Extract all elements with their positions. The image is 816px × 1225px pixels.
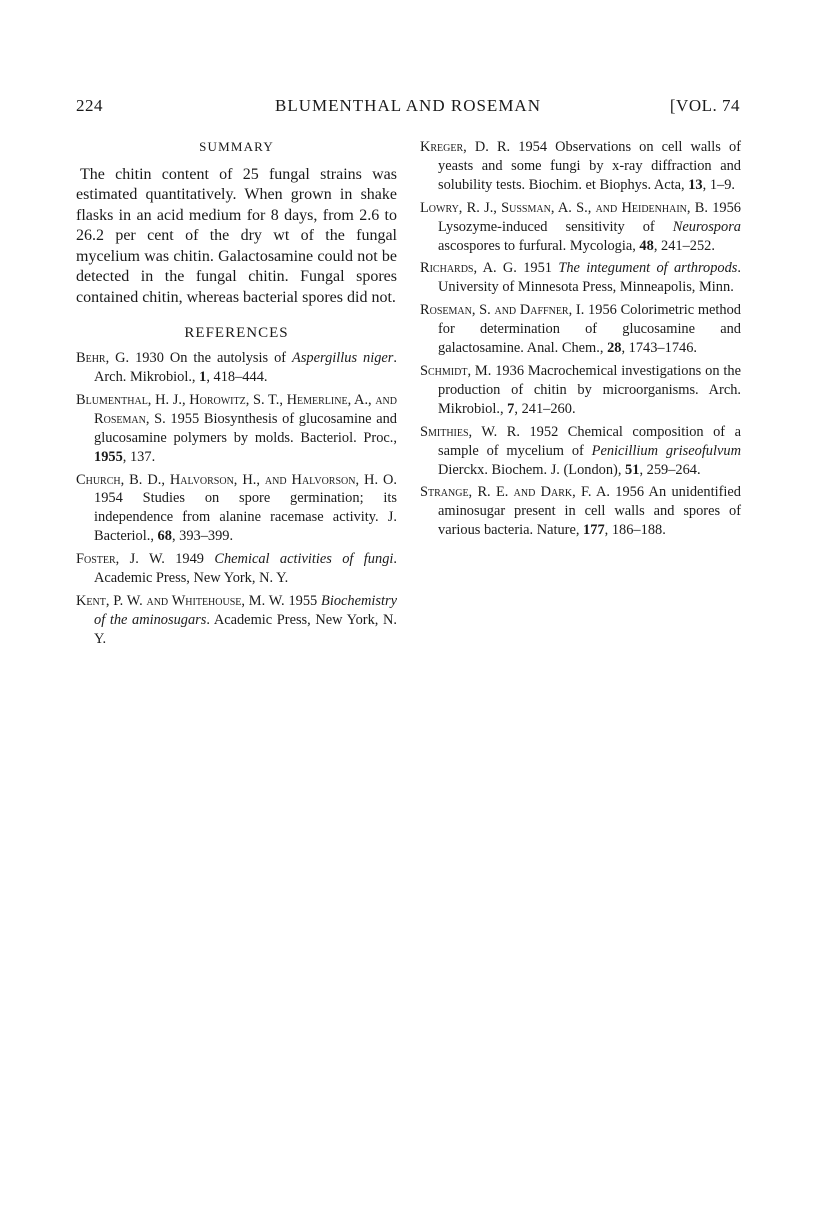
reference-italic-title: Chemical activities of fungi: [214, 551, 394, 568]
reference-text: 1951: [516, 260, 559, 277]
reference-text-post: . Academic Press, New York, N. Y.: [94, 611, 397, 647]
reference-entry: [420, 138, 741, 195]
page-header: [76, 96, 740, 120]
summary-heading: SUMMARY: [199, 139, 274, 154]
reference-volume: 48: [639, 237, 654, 254]
reference-entry: [76, 471, 397, 547]
left-column: [76, 138, 397, 653]
reference-entry: [76, 592, 397, 649]
reference-authors: Church, B. D., Halvorson, H., and Halvorson, H. O.: [76, 471, 397, 488]
reference-authors: Blumenthal, H. J., Horowitz, S. T., Hemerline, A., and Roseman, S.: [76, 391, 397, 427]
reference-list-right: [420, 138, 741, 540]
reference-italic-title: Biochemistry of the aminosugars: [94, 592, 397, 628]
reference-pages: , 241–252.: [653, 237, 715, 254]
reference-pages: , 418–444.: [206, 369, 268, 385]
reference-entry: [420, 199, 741, 256]
reference-text: 1955: [284, 592, 322, 609]
reference-volume: 177: [583, 522, 605, 539]
reference-text: 1956 An unidentified aminosugar present in cell walls and spores of various bacteria. Nature,: [438, 484, 741, 539]
reference-authors: Foster, J. W.: [76, 551, 165, 568]
reference-list-left: [76, 349, 397, 649]
reference-text: 1955 Biosynthesis of glucosamine and glucosamine polymers by molds. Bacteriol. Proc.,: [94, 410, 397, 446]
reference-authors: Richards, A. G.: [420, 260, 517, 277]
reference-pages: , 186–188.: [604, 522, 666, 539]
reference-text: 1949: [164, 551, 215, 568]
reference-authors: Kent, P. W. and Whitehouse, M. W.: [76, 592, 285, 609]
reference-text: 1930 On the autolysis of: [129, 350, 293, 367]
reference-entry: [420, 301, 741, 358]
right-column: [420, 138, 741, 544]
reference-italic-title: Penicillium griseofulvum: [591, 442, 741, 459]
reference-italic-title: The integument of arthropods: [558, 260, 738, 277]
reference-authors: Roseman, S. and Daffner, I.: [420, 302, 585, 319]
reference-pages: , 137.: [122, 448, 156, 465]
reference-authors: Lowry, R. J., Sussman, A. S., and Heidenhain, B.: [420, 199, 708, 216]
reference-text-post: ascospores to furfural. Mycologia,: [438, 237, 640, 254]
reference-entry: [420, 483, 741, 540]
reference-text: 1954 Observations on cell walls of yeasts and some fungi by x-ray diffraction and solubility tests. Biochim. et Biophys. Acta,: [438, 139, 741, 193]
reference-text-post: . University of Minnesota Press, Minneapolis, Minn.: [438, 260, 742, 296]
reference-pages: , 1–9.: [702, 176, 736, 193]
reference-text: 1952 Chemical composition of a sample of mycelium of: [438, 423, 741, 459]
volume-label: [VOL. 74: [669, 96, 740, 115]
reference-text-post: . Academic Press, New York, N. Y.: [94, 551, 397, 587]
summary-text: The chitin content of 25 fungal strains was estimated quantitatively. When grown in shake flasks in an acid medium for 8 days, from 2.6 to 26.2 per cent of the dry wt of the fungal mycelium was chitin. Galactosamine could not be detected in the fungal chitin. Fungal spores contained chitin, whereas bacterial spores did not.: [76, 165, 397, 306]
reference-entry: [420, 362, 741, 419]
reference-text: 1956 Colorimetric method for determination of glucosamine and galactosamine. Anal. Chem.,: [438, 302, 741, 357]
reference-volume: 1: [199, 369, 207, 385]
page-number: 224: [76, 96, 103, 115]
reference-italic-title: Aspergillus niger: [292, 350, 394, 367]
reference-volume: 13: [688, 176, 703, 193]
reference-authors: Schmidt, M.: [420, 362, 492, 379]
reference-entry: [420, 423, 741, 480]
reference-authors: Strange, R. E. and Dark, F. A.: [420, 484, 610, 501]
running-head: BLUMENTHAL AND ROSEMAN: [275, 96, 541, 115]
reference-volume: 7: [507, 400, 515, 417]
reference-entry: [76, 550, 397, 588]
reference-volume: 1955: [94, 448, 123, 465]
reference-volume: 68: [157, 528, 172, 545]
reference-pages: , 259–264.: [639, 461, 701, 478]
reference-volume: 51: [625, 461, 640, 478]
reference-text: 1956 Lysozyme-induced sensitivity of: [438, 199, 741, 235]
reference-entry: [76, 349, 397, 387]
reference-text-post: . Arch. Mikrobiol.,: [94, 350, 398, 385]
reference-entry: [76, 391, 397, 467]
reference-text: 1954 Studies on spore germination; its independence from alanine racemase activity. J. Bacteriol.,: [94, 490, 397, 545]
reference-volume: 28: [607, 340, 622, 357]
reference-entry: [420, 259, 741, 297]
reference-pages: , 241–260.: [514, 400, 576, 417]
reference-italic-title: Neurospora: [672, 218, 741, 235]
references-heading: REFERENCES: [184, 325, 289, 342]
reference-authors: Smithies, W. R.: [420, 423, 520, 440]
reference-text-post: Dierckx. Biochem. J. (London),: [438, 461, 626, 478]
reference-text: 1936 Macrochemical investigations on the production of chitin by microorganisms. Arch. Mikrobiol.,: [438, 362, 741, 417]
reference-pages: , 393–399.: [171, 528, 234, 545]
reference-pages: , 1743–1746.: [621, 340, 698, 357]
reference-authors: Kreger, D. R.: [420, 139, 511, 155]
reference-authors: Behr, G.: [76, 350, 130, 367]
